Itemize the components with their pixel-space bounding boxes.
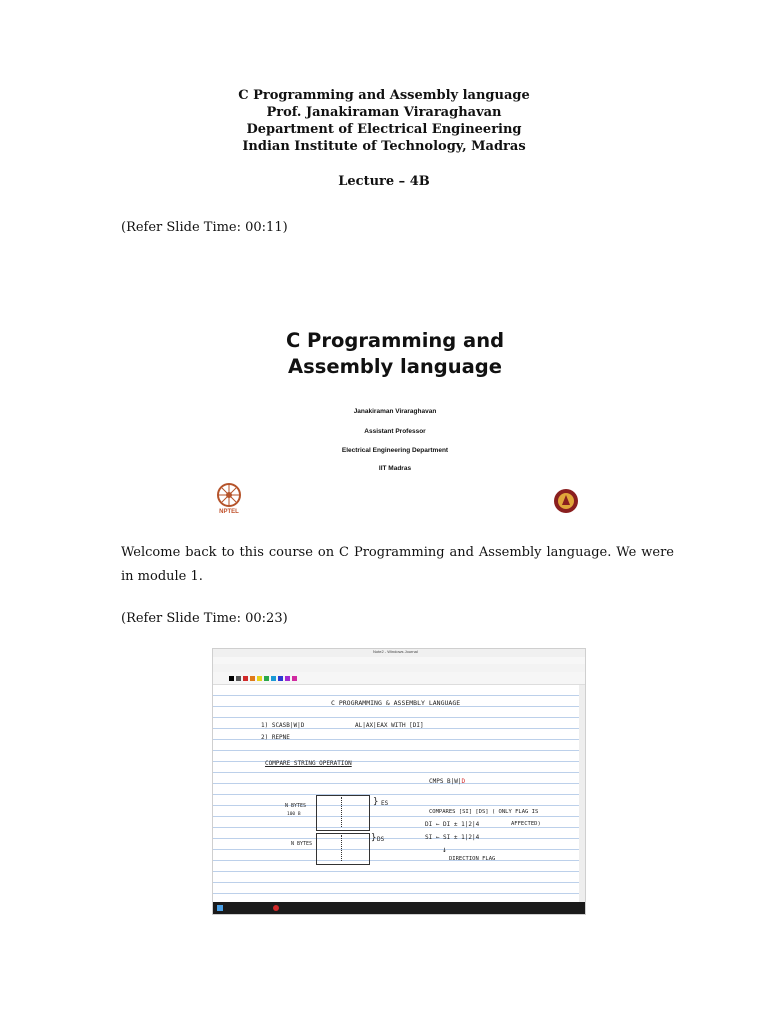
slide-role: Assistant Professor	[364, 428, 426, 435]
note-al-ax-eax: AL|AX|EAX WITH [DI]	[355, 722, 424, 729]
start-icon	[217, 905, 223, 911]
taskbar-app-icon	[273, 905, 279, 911]
color-swatch-yellow	[257, 676, 262, 681]
color-swatch-cyan	[271, 676, 276, 681]
body-paragraph: Welcome back to this course on C Programming and Assembly language. We were in module 1.	[121, 545, 674, 584]
title-slide	[207, 262, 583, 522]
refer-slide-time-1: (Refer Slide Time: 00:11)	[121, 220, 288, 235]
note-compare-string: COMPARE STRING OPERATION	[265, 760, 352, 767]
note-cmps-bw: CMPS B|W|	[429, 778, 462, 785]
window-titlebar	[213, 649, 585, 657]
note-di-update: DI ← DI ± 1|2|4	[425, 821, 480, 828]
nptel-logo	[215, 482, 243, 520]
color-swatch-magenta	[292, 676, 297, 681]
es-label: ES	[381, 800, 389, 807]
color-swatch-red	[243, 676, 248, 681]
menu-bar	[213, 657, 585, 664]
slide-title-line2: Assembly language	[288, 355, 502, 378]
color-swatch-green	[264, 676, 269, 681]
note-repne: 2) REPNE	[261, 734, 290, 741]
note-nbytes-2: N BYTES	[291, 841, 313, 847]
color-swatch-black	[229, 676, 234, 681]
slide-author: Janakiraman Viraraghavan	[353, 408, 437, 415]
note-compares: COMPARES [SI] [DS] ( ONLY FLAG IS	[429, 809, 539, 815]
windows-taskbar	[213, 902, 585, 914]
ds-brace: }	[371, 833, 377, 843]
arrow-down: ↓	[442, 845, 447, 854]
es-memory-block	[316, 795, 370, 831]
note-direction-flag: DIRECTION FLAG	[449, 856, 496, 862]
slide-department: Electrical Engineering Department	[341, 447, 449, 454]
vertical-scrollbar	[579, 685, 585, 902]
journal-screenshot	[212, 648, 586, 915]
note-heading: C PROGRAMMING & ASSEMBLY LANGUAGE	[331, 699, 461, 707]
ds-memory-block	[316, 833, 370, 865]
ds-label: DS	[377, 836, 385, 843]
nptel-label: NPTEL	[219, 509, 239, 515]
note-cmps-d: D	[461, 778, 466, 785]
es-divider	[341, 797, 342, 827]
slide-title-line1: C Programming and	[285, 329, 505, 352]
color-swatch-orange	[250, 676, 255, 681]
journal-canvas	[213, 685, 579, 902]
note-100-bytes: 100 B	[287, 812, 301, 817]
ds-divider	[341, 835, 342, 861]
professor-name: Prof. Janakiraman Viraraghavan	[266, 105, 502, 120]
color-swatch-blue	[278, 676, 283, 681]
department: Department of Electrical Engineering	[246, 122, 522, 137]
course-title: C Programming and Assembly language	[238, 88, 530, 103]
note-scasb: 1) SCASB|W|D	[261, 722, 305, 729]
refer-slide-time-2: (Refer Slide Time: 00:23)	[121, 611, 288, 626]
note-nbytes-1: N BYTES	[285, 803, 307, 809]
es-brace: }	[373, 797, 379, 807]
color-swatch-gray	[236, 676, 241, 681]
iitm-seal-logo	[553, 484, 579, 518]
note-si-update: SI ← SI ± 1|2|4	[425, 834, 480, 841]
institute: Indian Institute of Technology, Madras	[242, 139, 526, 154]
window-title: Note2 - Windows Journal	[373, 649, 418, 654]
note-cmps	[429, 778, 465, 785]
color-swatch-purple	[285, 676, 290, 681]
slide-institute: IIT Madras	[378, 465, 412, 472]
note-affected: AFFECTED)	[511, 821, 541, 827]
toolbar	[213, 664, 585, 672]
slide-title	[207, 328, 583, 380]
lecture-number: Lecture – 4B	[338, 174, 430, 189]
